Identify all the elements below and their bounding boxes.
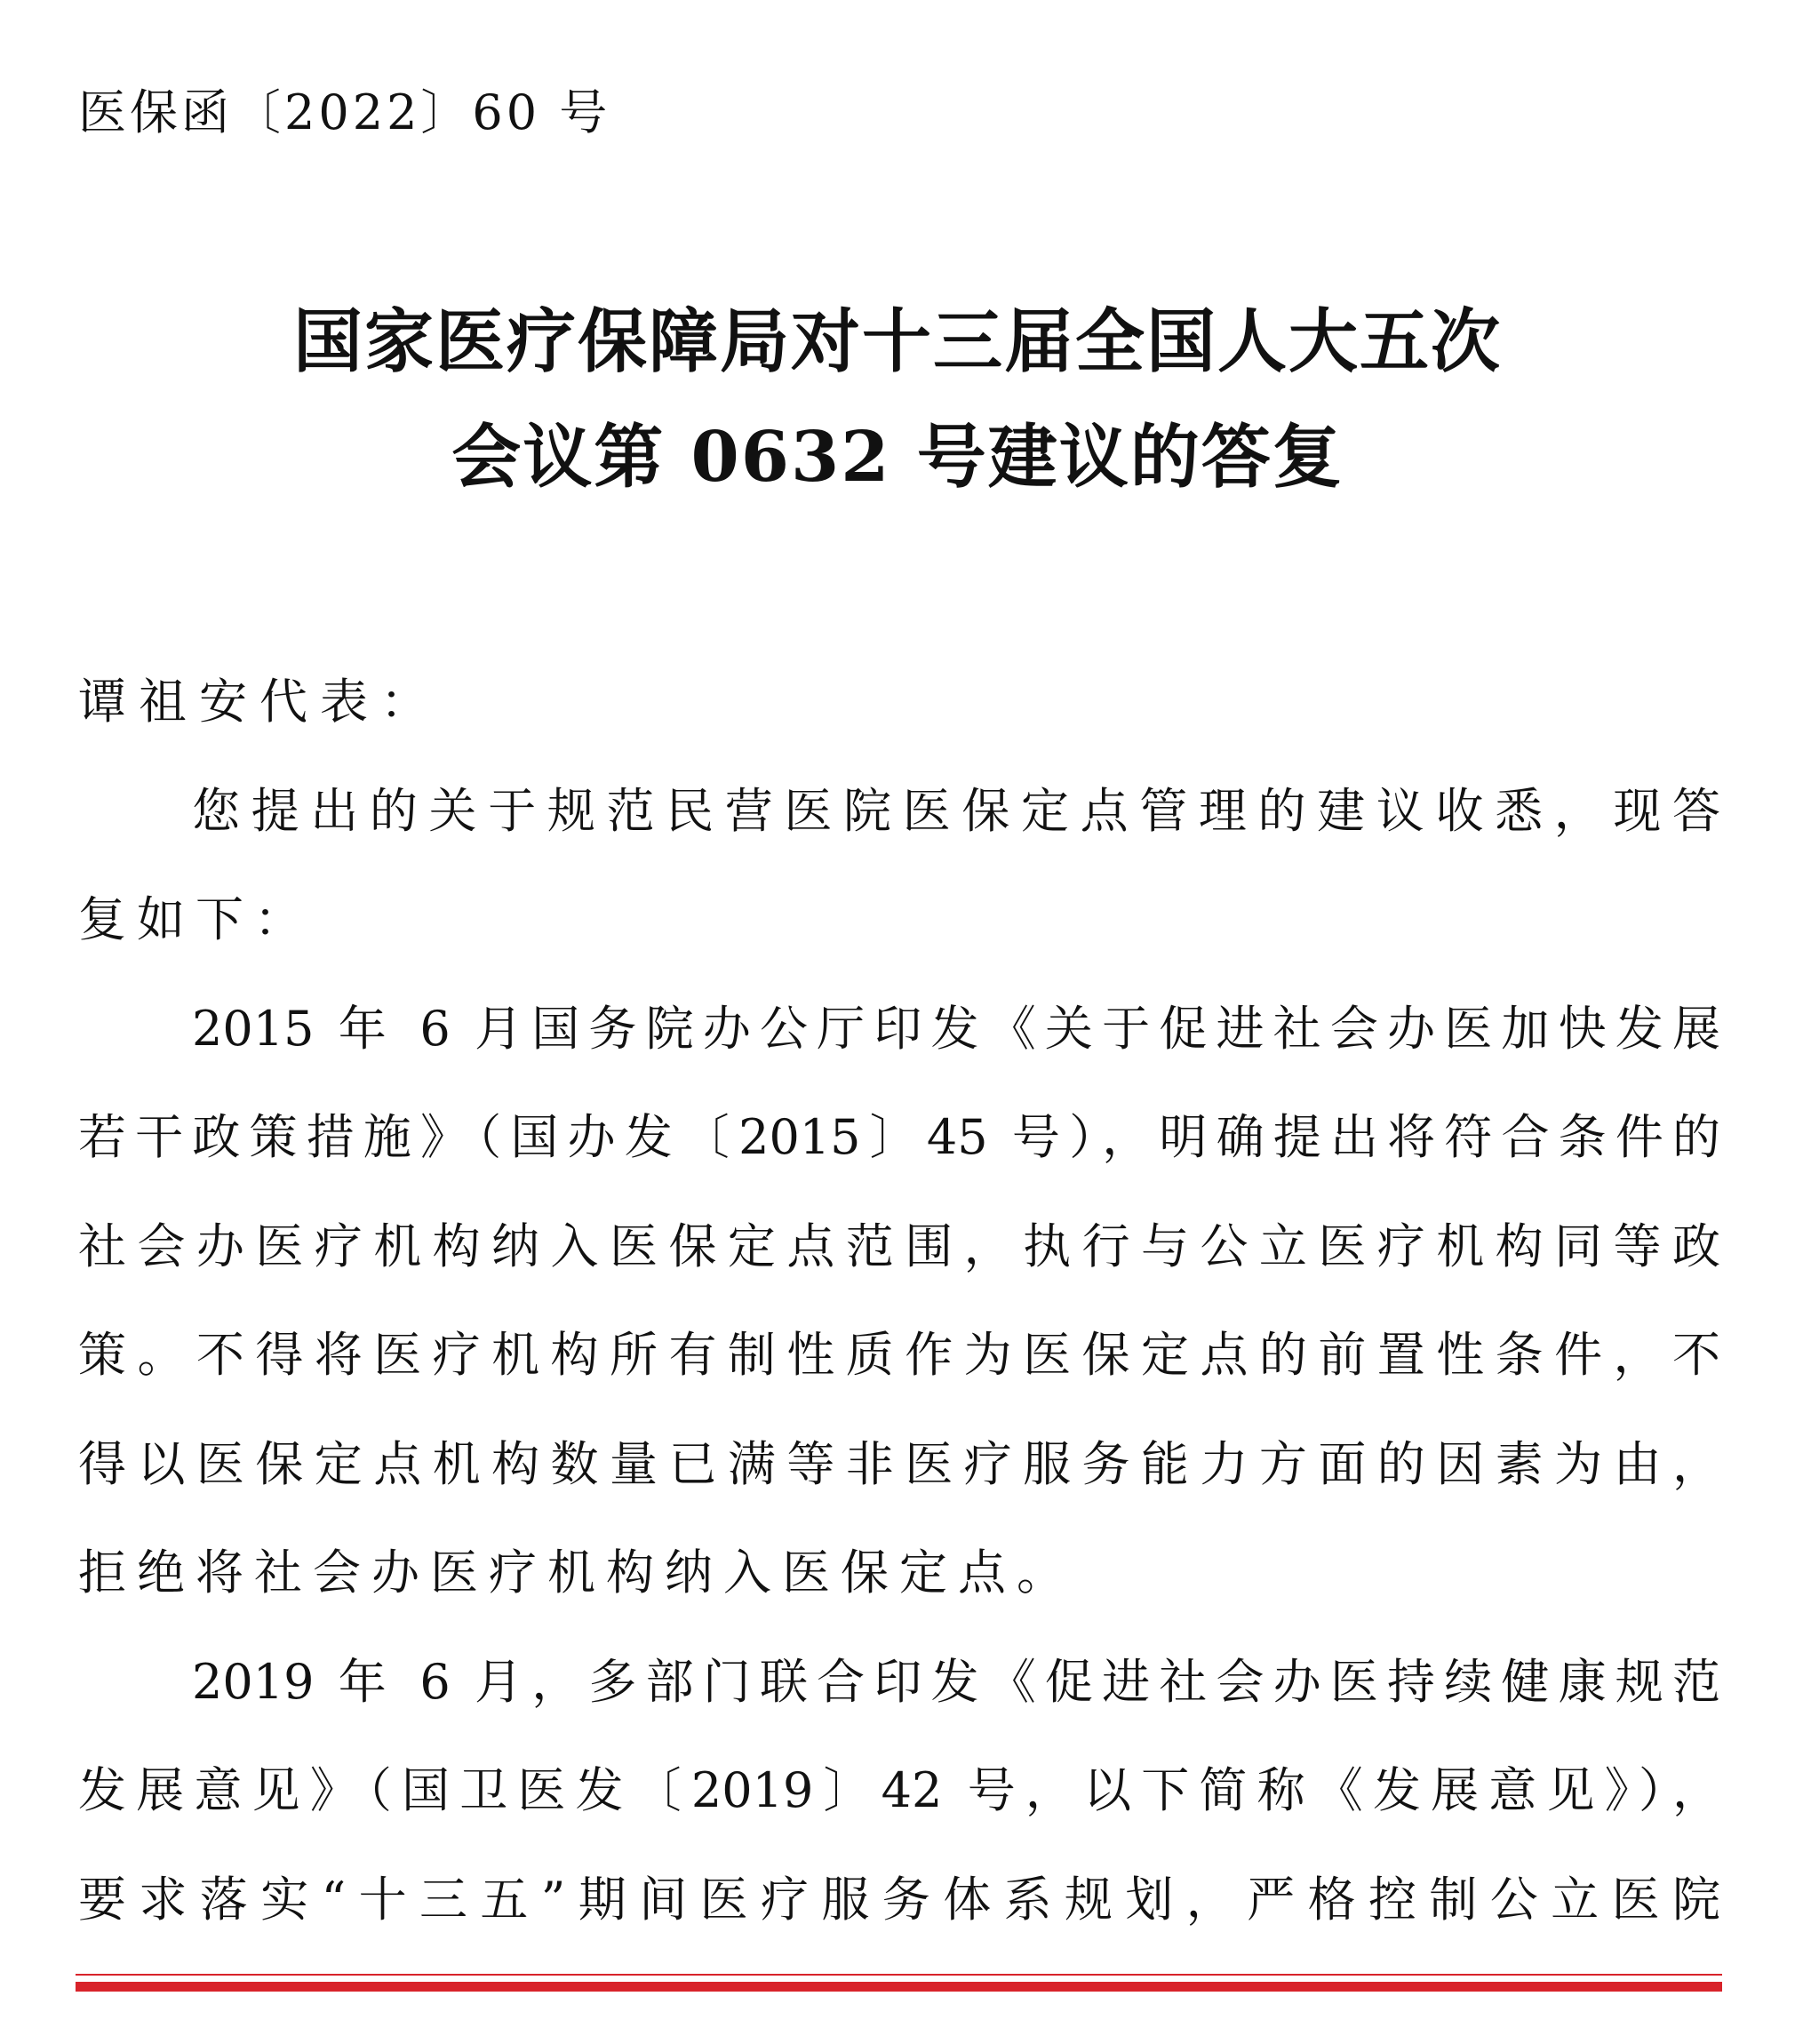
body-line: 发展意见》（国卫医发〔2019〕42 号，以下简称《发展意见》），	[78, 1762, 1720, 1818]
body-line: 若干政策措施》（国办发〔2015〕45 号），明确提出将符合条件的	[78, 1109, 1720, 1165]
body-line: 拒绝将社会办医疗机构纳入医保定点。	[78, 1545, 1075, 1601]
footer-red-thin-rule	[76, 1974, 1722, 1976]
body-line: 要求落实“十三五”期间医疗服务体系规划，严格控制公立医院	[78, 1872, 1720, 1928]
body-line: 复如下：	[78, 891, 313, 947]
body-line: 2019 年 6 月，多部门联合印发《促进社会办医持续健康规范	[192, 1654, 1720, 1710]
body-line: 社会办医疗机构纳入医保定点范围，执行与公立医疗机构同等政	[78, 1218, 1720, 1274]
body-line: 得以医保定点机构数量已满等非医疗服务能力方面的因素为由，	[78, 1436, 1720, 1492]
body-line: 2015 年 6 月国务院办公厅印发《关于促进社会办医加快发展	[192, 1001, 1720, 1057]
footer-red-thick-rule	[76, 1982, 1722, 1992]
document-number: 医保函〔2022〕60 号	[78, 84, 611, 140]
document-title-line-1: 国家医疗保障局对十三届全国人大五次	[292, 301, 1502, 382]
body-line: 策。不得将医疗机构所有制性质作为医保定点的前置性条件，不	[78, 1327, 1720, 1383]
body-line: 您提出的关于规范民营医院医保定点管理的建议收悉，现答	[192, 783, 1720, 839]
document-title-line-2: 会议第 0632 号建议的答复	[451, 417, 1344, 498]
salutation: 谭祖安代表：	[78, 674, 441, 730]
